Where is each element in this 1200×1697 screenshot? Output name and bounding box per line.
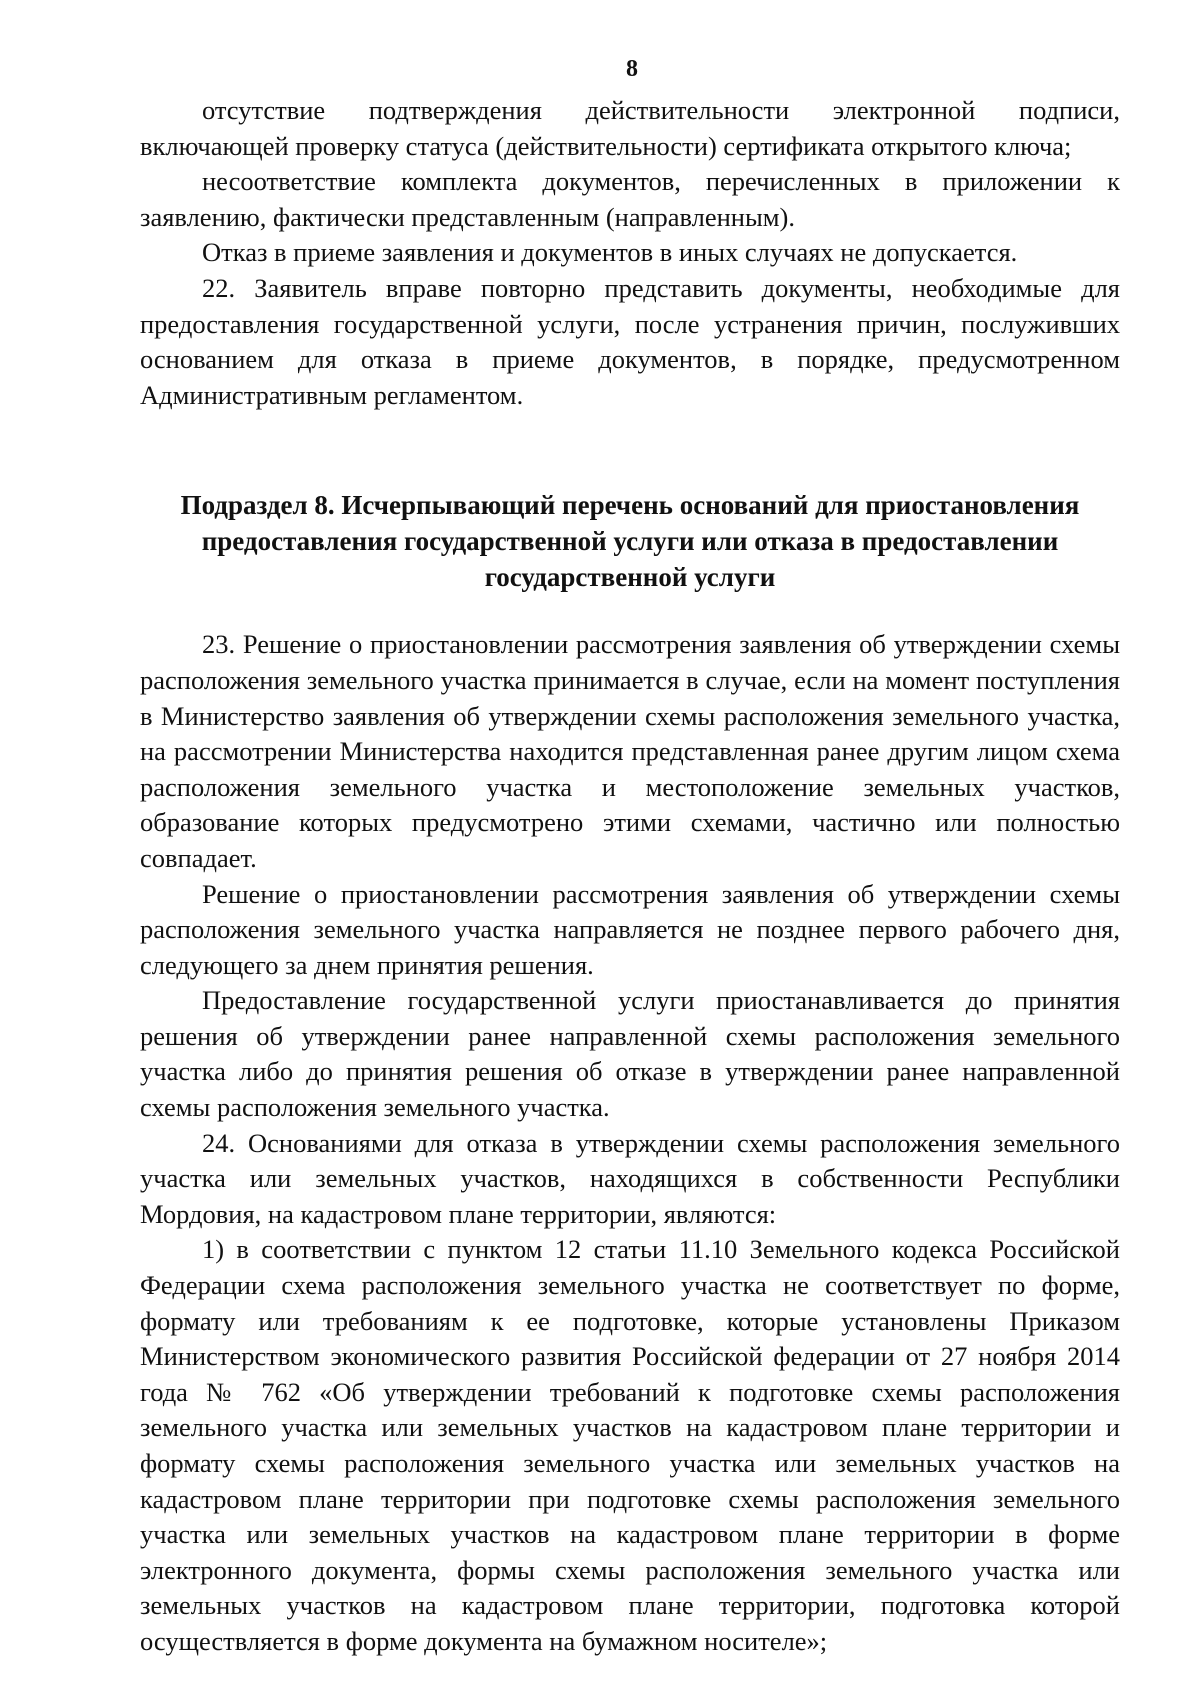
document-body xyxy=(140,93,1120,1660)
paragraph: Предоставление государственной услуги приостанавливается до принятия решения об утверждении ранее направленной схемы расположения земельного участка либо до принятия решения об отказе в утверждении ранее направленной схемы расположения земельного участка. xyxy=(140,985,1120,1123)
paragraph: 24. Основаниями для отказа в утверждении схемы расположения земельного участка или земельных участков, находящихся в собственности Республики Мордовия, на кадастровом плане территории, являются: xyxy=(140,1127,1120,1229)
section-heading: Подраздел 8. Исчерпывающий перечень оснований для приостановления предоставления государственной услуги или отказа в предоставлении государственной услуги xyxy=(180,490,1080,593)
page-number: 8 xyxy=(626,56,638,82)
paragraph: 23. Решение о приостановлении рассмотрения заявления об утверждении схемы расположения земельного участка принимается в случае, если на момент поступления в Министерство заявления об утверждении схемы расположения земельного участка, на рассмотрении Министерства находится представленная ранее другим лицом схема расположения земельного участка и местоположение земельных участков, образование которых предусмотрено этими схемами, частично или полностью совпадает. xyxy=(140,629,1120,873)
paragraph: несоответствие комплекта документов, перечисленных в приложении к заявлению, фактически представленным (направленным). xyxy=(140,166,1120,232)
paragraph: Отказ в приеме заявления и документов в иных случаях не допускается. xyxy=(202,237,1018,268)
paragraph: 1) в соответствии с пунктом 12 статьи 11.10 Земельного кодекса Российской Федерации схема расположения земельного участка не соответствует по форме, формату или требованиям к ее подготовке, которые установлены Приказом Министерством экономического развития Российской федерации от 27 ноября 2014 года № 762 «Об утверждении требований к подготовке схемы расположения земельного участка или земельных участков на кадастровом плане территории и формату схемы расположения земельного участка или земельных участков на кадастровом плане территории при подготовке схемы расположения земельного участка или земельных участков на кадастровом плане территории в форме электронного документа, формы схемы расположения земельного участка или земельных участков на кадастровом плане территории, подготовка которой осуществляется в форме документа на бумажном носителе»; xyxy=(140,1234,1120,1656)
paragraph: отсутствие подтверждения действительности электронной подписи, включающей проверку статуса (действительности) сертификата открытого ключа; xyxy=(140,95,1120,161)
paragraph: 22. Заявитель вправе повторно представить документы, необходимые для предоставления государственной услуги, после устранения причин, послуживших основанием для отказа в приеме документов, в порядке, предусмотренном Административным регламентом. xyxy=(140,272,1120,410)
paragraph: Решение о приостановлении рассмотрения заявления об утверждении схемы расположения земельного участка направляется не позднее первого рабочего дня, следующего за днем принятия решения. xyxy=(140,878,1120,980)
